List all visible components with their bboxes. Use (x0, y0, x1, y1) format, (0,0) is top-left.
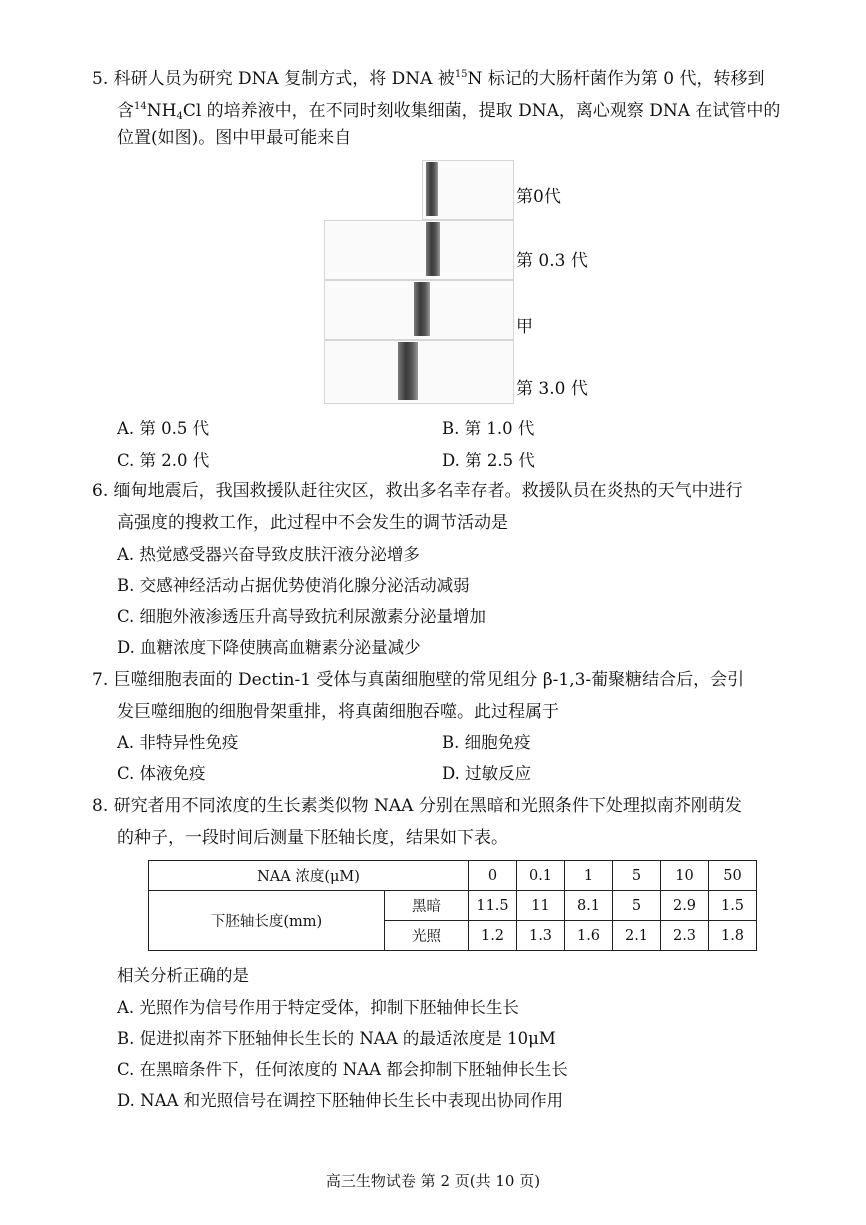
concentration-cell: 1 (565, 861, 613, 891)
condition-light: 光照 (385, 921, 469, 951)
dark-value-cell: 8.1 (565, 891, 613, 921)
label-gen30: 第 3.0 代 (516, 379, 588, 399)
light-value-cell: 1.6 (565, 921, 613, 951)
q7-option-d[interactable]: D. 过敏反应 (442, 764, 532, 783)
q7-option-a[interactable]: A. 非特异性免疫 (117, 733, 239, 752)
condition-dark: 黑暗 (385, 891, 469, 921)
q5-option-c[interactable]: C. 第 2.0 代 (117, 451, 210, 470)
q6-option-d[interactable]: D. 血糖浓度下降使胰高血糖素分泌量减少 (117, 638, 421, 657)
dark-value-cell: 1.5 (709, 891, 757, 921)
q8-option-a[interactable]: A. 光照作为信号作用于特定受体，抑制下胚轴伸长生长 (117, 998, 519, 1017)
concentration-cell: 10 (661, 861, 709, 891)
concentration-cell: 50 (709, 861, 757, 891)
q6-option-b[interactable]: B. 交感神经活动占据优势使消化腺分泌活动减弱 (117, 576, 470, 595)
label-jia: 甲 (516, 317, 533, 337)
dna-band-gen03 (426, 222, 440, 276)
q8-option-d[interactable]: D. NAA 和光照信号在调控下胚轴伸长生长中表现出协同作用 (117, 1091, 564, 1110)
concentration-cell: 0.1 (517, 861, 565, 891)
q6-option-a[interactable]: A. 热觉感受器兴奋导致皮肤汗液分泌增多 (117, 545, 420, 564)
q5-stem-line3: 位置(如图)。图中甲最可能来自 (117, 128, 352, 148)
q6-stem-line2: 高强度的搜救工作，此过程中不会发生的调节活动是 (117, 513, 508, 533)
naa-results-table (148, 860, 757, 951)
dark-value-cell: 2.9 (661, 891, 709, 921)
label-gen0: 第0代 (516, 187, 561, 207)
concentration-cell: 0 (469, 861, 517, 891)
q7-stem-line2: 发巨噬细胞的细胞骨架重排，将真菌细胞吞噬。此过程属于 (117, 702, 559, 722)
light-value-cell: 2.1 (613, 921, 661, 951)
q8-stem-line1: 8. 研究者用不同浓度的生长素类似物 NAA 分别在黑暗和光照条件下处理拟南芥刚萌发 (92, 796, 742, 816)
light-value-cell: 2.3 (661, 921, 709, 951)
table-row-dark (149, 891, 757, 921)
dna-band-light (398, 342, 418, 400)
table-header-row (149, 861, 757, 891)
q8-stem-line2: 的种子，一段时间后测量下胚轴长度，结果如下表。 (117, 828, 508, 848)
dark-value-cell: 11.5 (469, 891, 517, 921)
dark-value-cell: 11 (517, 891, 565, 921)
centrifuge-tube-figure (322, 160, 592, 405)
dna-band-heavy (426, 162, 438, 216)
q8-option-b[interactable]: B. 促进拟南芥下胚轴伸长生长的 NAA 的最适浓度是 10μM (117, 1029, 556, 1048)
page-footer: 高三生物试卷 第 2 页(共 10 页) (325, 1172, 541, 1190)
tube-gen30 (324, 340, 514, 404)
q5-option-d[interactable]: D. 第 2.5 代 (442, 451, 535, 470)
q7-stem-line1: 7. 巨噬细胞表面的 Dectin-1 受体与真菌细胞壁的常见组分 β-1,3-葡聚糖结合后，会引 (92, 670, 745, 690)
q7-option-c[interactable]: C. 体液免疫 (117, 764, 206, 783)
q5-stem-line1: 5. 科研人员为研究 DNA 复制方式，将 DNA 被$^{15}$N 标记的大肠杆菌作为第 0 代，转移到 (92, 69, 765, 89)
concentration-cell: 5 (613, 861, 661, 891)
label-gen03: 第 0.3 代 (516, 251, 588, 271)
light-value-cell: 1.2 (469, 921, 517, 951)
q8-analysis-prompt: 相关分析正确的是 (117, 966, 249, 985)
q5-option-a[interactable]: A. 第 0.5 代 (117, 419, 210, 438)
dark-value-cell: 5 (613, 891, 661, 921)
q6-stem-line1: 6. 缅甸地震后，我国救援队赶往灾区，救出多名幸存者。救援队员在炎热的天气中进行 (92, 481, 743, 501)
dna-band-jia (414, 282, 430, 336)
q7-option-b[interactable]: B. 细胞免疫 (442, 733, 531, 752)
tube-gen03 (324, 220, 514, 280)
light-value-cell: 1.3 (517, 921, 565, 951)
q6-option-c[interactable]: C. 细胞外液渗透压升高导致抗利尿激素分泌量增加 (117, 607, 487, 626)
q5-option-b[interactable]: B. 第 1.0 代 (442, 419, 535, 438)
header-concentration-label: NAA 浓度(μM) (149, 861, 469, 891)
q5-stem-line2: 含$^{14}NH_4Cl$ 的培养液中，在不同时刻收集细菌，提取 DNA，离心观察 DNA 在试管中的 (117, 101, 781, 122)
row-label-hypocotyl: 下胚轴长度(mm) (149, 891, 385, 951)
light-value-cell: 1.8 (709, 921, 757, 951)
q8-option-c[interactable]: C. 在黑暗条件下，任何浓度的 NAA 都会抑制下胚轴伸长生长 (117, 1060, 568, 1079)
